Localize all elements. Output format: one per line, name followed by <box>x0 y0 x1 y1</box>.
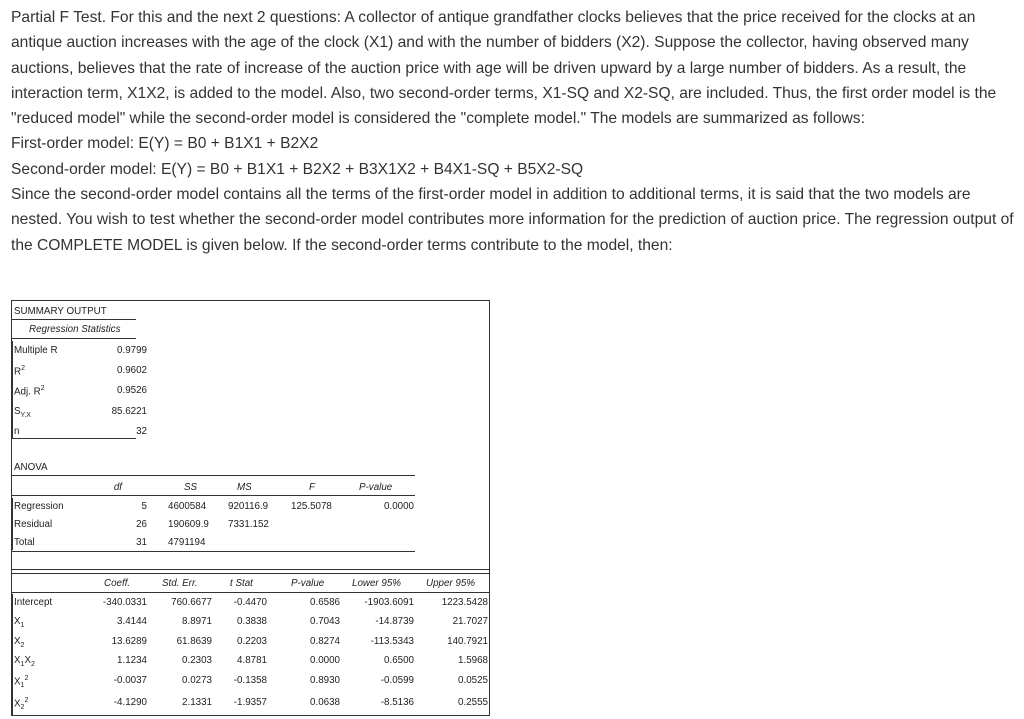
upper95-value: 1.5968 <box>458 655 488 666</box>
divider <box>12 319 136 320</box>
coef-header-pvalue: P-value <box>291 578 325 589</box>
std-err-value: 8.8971 <box>182 616 212 627</box>
stat-value-multiple-r: 0.9799 <box>117 345 147 356</box>
anova-ss: 190609.9 <box>168 519 209 530</box>
lower95-value: -14.8739 <box>375 616 414 627</box>
summary-output-title: SUMMARY OUTPUT <box>14 306 107 317</box>
coef-label-x1x2: $X_1X_2$ <box>14 655 35 668</box>
second-order-model: Second-order model: E(Y) = B0 + B1X1 + B2X2 + B3X1X2 + B4X1-SQ + B5X2-SQ <box>11 160 584 178</box>
p-value: 0.8930 <box>310 675 340 686</box>
stat-value-adj-r-squared: 0.9526 <box>117 385 147 396</box>
lower95-value: -0.0599 <box>380 675 414 686</box>
coef-label-x2-squared: $X_2^2$ <box>14 697 29 712</box>
t-stat-value: -0.4470 <box>233 597 267 608</box>
stat-label-adj-r-squared: Adj. $R^2$ <box>14 385 45 398</box>
anova-label-residual: Residual <box>14 519 53 530</box>
anova-header-f: F <box>309 482 315 493</box>
anova-df: 31 <box>136 537 147 548</box>
lower95-value: -8.5136 <box>380 697 414 708</box>
divider <box>12 438 136 439</box>
divider <box>12 498 13 550</box>
question-paragraph-2: Since the second-order model contains all the terms of the first-order model in addition to additional terms, it is said that the two models are nested. You wish to test whether the second-order model contributes more information for the prediction of auction price. The regression output of the COMPLETE MODEL is given below. If the second-order terms contribute to the model, then: <box>11 186 1014 254</box>
divider <box>12 341 13 438</box>
upper95-value: 1223.5428 <box>441 597 488 608</box>
lower95-value: 0.6500 <box>384 655 414 666</box>
divider <box>12 592 489 593</box>
t-stat-value: 0.2203 <box>237 636 267 647</box>
coef-header-upper95: Upper 95% <box>426 578 476 589</box>
stat-value-r-squared: 0.9602 <box>117 365 147 376</box>
divider <box>12 495 415 496</box>
coef-label-x1: $X_1$ <box>14 616 25 629</box>
stat-label-n: n <box>14 426 20 437</box>
question-paragraph-1: Partial F Test. For this and the next 2 questions: A collector of antique grandfather clocks believes that the price received for the clocks at an antique auction increases with the age of the clock (X1) and with the number of bidders (X2). Suppose the collector, having observed many auctions, believes that the rate of increase of the auction price with age will be driven upward by a large number of bidders. As a result, the interaction term, X1X2, is added to the model. Also, two second-order terms, X1-SQ and X2-SQ, are included. Thus, the first order model is the "reduced model" while the second-order model is considered the "complete model." The models are summarized as follows: <box>11 9 997 128</box>
t-stat-value: -0.1358 <box>233 675 267 686</box>
coef-value: 13.6289 <box>111 636 147 647</box>
anova-header-pvalue: P-value <box>359 482 393 493</box>
coef-label-x1-squared: $X_1^2$ <box>14 675 29 690</box>
lower95-value: -113.5343 <box>370 636 414 647</box>
p-value: 0.6586 <box>310 597 340 608</box>
upper95-value: 0.2555 <box>458 697 488 708</box>
coef-value: 1.1234 <box>117 655 147 666</box>
upper95-value: 140.7921 <box>447 636 488 647</box>
stat-value-syx: 85.6221 <box>111 406 147 417</box>
divider <box>12 475 415 476</box>
coef-value: 3.4144 <box>117 616 147 627</box>
t-stat-value: -1.9357 <box>233 697 267 708</box>
coef-label-x2: $X_2$ <box>14 636 25 649</box>
anova-title: ANOVA <box>14 462 48 473</box>
coef-value: -0.0037 <box>113 675 147 686</box>
first-order-model: First-order model: E(Y) = B0 + B1X1 + B2X2 <box>11 135 319 153</box>
t-stat-value: 4.8781 <box>237 655 267 666</box>
upper95-value: 0.0525 <box>458 675 488 686</box>
anova-header-ss: SS <box>184 482 198 493</box>
anova-f: 125.5078 <box>291 501 332 512</box>
question-text <box>11 5 1016 258</box>
regression-output-table <box>11 300 490 716</box>
upper95-value: 21.7027 <box>452 616 488 627</box>
coef-value: -340.0331 <box>102 597 147 608</box>
coef-value: -4.1290 <box>113 697 147 708</box>
p-value: 0.0638 <box>310 697 340 708</box>
coef-label-intercept: Intercept <box>14 597 53 608</box>
divider <box>12 594 13 715</box>
anova-label-total: Total <box>14 537 35 548</box>
stat-label-r-squared: $R^2$ <box>14 365 25 378</box>
anova-header-df: df <box>113 482 122 493</box>
coef-header-coeff: Coeff. <box>104 578 131 589</box>
coef-header-lower95: Lower 95% <box>352 578 402 589</box>
anova-ss: 4600584 <box>168 501 207 512</box>
coef-header-std-err: Std. Err. <box>162 578 198 589</box>
lower95-value: -1903.6091 <box>364 597 414 608</box>
anova-ms: 920116.9 <box>228 501 269 512</box>
p-value: 0.7043 <box>310 616 340 627</box>
std-err-value: 0.2303 <box>182 655 212 666</box>
stat-value-n: 32 <box>136 426 147 437</box>
stat-label-syx: $S_{Y.X}$ <box>14 406 31 419</box>
coef-header-t-stat: t Stat <box>230 578 253 589</box>
anova-df: 5 <box>141 501 147 512</box>
divider <box>12 338 136 339</box>
std-err-value: 2.1331 <box>182 697 212 708</box>
anova-header-ms: MS <box>237 482 252 493</box>
divider <box>12 551 415 552</box>
anova-ms: 7331.152 <box>228 519 269 530</box>
p-value: 0.8274 <box>310 636 340 647</box>
stat-label-multiple-r: Multiple R <box>14 345 58 356</box>
anova-label-regression: Regression <box>14 501 64 512</box>
double-divider <box>12 569 489 574</box>
regression-stats-header: Regression Statistics <box>29 324 121 335</box>
std-err-value: 760.6677 <box>171 597 212 608</box>
std-err-value: 0.0273 <box>182 675 212 686</box>
anova-df: 26 <box>136 519 147 530</box>
anova-pvalue: 0.0000 <box>384 501 414 512</box>
p-value: 0.0000 <box>310 655 340 666</box>
anova-ss: 4791194 <box>168 537 206 548</box>
t-stat-value: 0.3838 <box>237 616 267 627</box>
std-err-value: 61.8639 <box>176 636 212 647</box>
